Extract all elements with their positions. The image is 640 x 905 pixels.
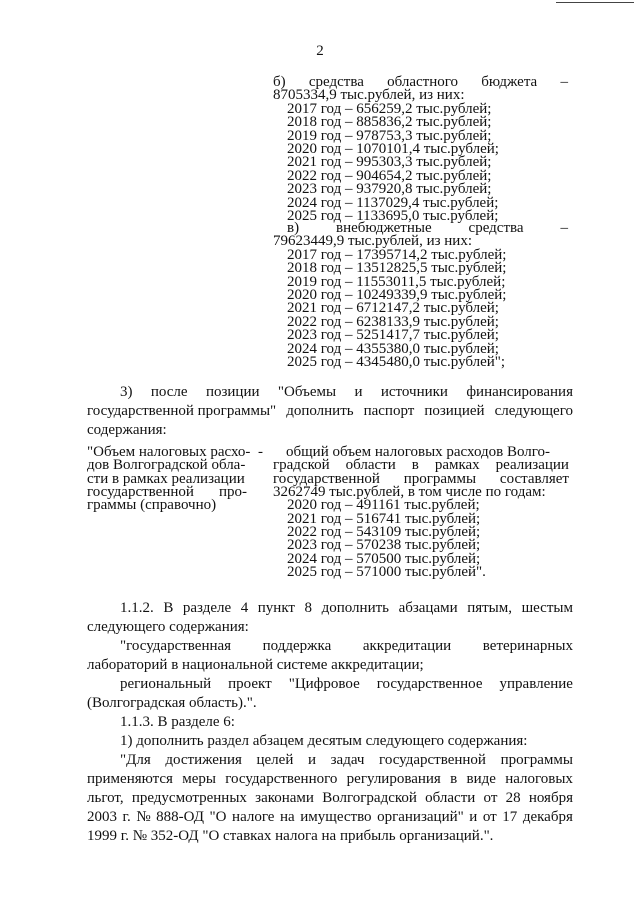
regional-budget-year: 2021 год – 995303,3 тыс.рублей; <box>287 154 492 171</box>
extra-budget-year: 2024 год – 4355380,0 тыс.рублей; <box>287 340 499 357</box>
extra-budget-head: в) внебюджетные средства – <box>287 220 568 236</box>
extra-budget-year: 2017 год – 17395714,2 тыс.рублей; <box>287 246 507 263</box>
regional-budget-year: 2023 год – 937920,8 тыс.рублей; <box>287 181 492 198</box>
regional-budget-year: 2020 год – 1070101,4 тыс.рублей; <box>287 141 499 158</box>
extra-budget-total: 79623449,9 тыс.рублей, из них: <box>273 233 472 250</box>
tax-position-value: общий объем налоговых расходов Волго- градской области в рамках реализации государственной программы составляет 3262749 тыс.рублей, в том числе по годам: 2020 год – 491161 тыс.рублей; 2021 год – 516741 тыс.рублей; 2022 год – 543109 тыс.рублей; 2023 год – 570238 тыс.рублей; 2024 год – 570500 тыс.рублей; 2025 год – 571000 тыс.рублей". <box>273 444 569 581</box>
tax-year: 2025 год – 571000 тыс.рублей". <box>287 564 486 581</box>
top-rule <box>556 2 634 3</box>
extra-budget-block <box>273 222 568 369</box>
regional-budget-head: б) средства областного бюджета – <box>273 74 568 90</box>
regional-budget-year: 2024 год – 1137029,4 тыс.рублей; <box>287 194 499 211</box>
extra-budget-year: 2019 год – 11553011,5 тыс.рублей; <box>287 273 506 290</box>
item3-line: государственной программы" дополнить паспорт позицией следующего <box>87 403 573 419</box>
section-113: 1.1.3. В разделе 6: 1) дополнить раздел абзацем десятым следующего содержания: "Для достижения целей и задач государственной программы применяются меры государственного регулирования в виде налоговых льгот, предусмотренных законами Волгоградской области от 28 ноября 2003 г. № 888-ОД "О налоге на имущество организаций" и от 17 декабря 1999 г. № 352-ОД "О ставках налога на прибыль организаций.". <box>87 714 573 844</box>
regional-budget-total: 8705334,9 тыс.рублей, из них: <box>273 87 465 104</box>
regional-budget-year: 2019 год – 978753,3 тыс.рублей; <box>287 127 492 144</box>
extra-budget-year: 2022 год – 6238133,9 тыс.рублей; <box>287 313 499 330</box>
extra-budget-year: 2018 год – 13512825,5 тыс.рублей; <box>287 260 507 277</box>
section-112: 1.1.2. В разделе 4 пункт 8 дополнить абзацами пятым, шестым следующего содержания: "государственная поддержка аккредитации ветеринарных лабораторий в национальной системе аккредитации; региональный проект "Цифровое государственное управление (Волгоградская область).". <box>87 600 573 711</box>
tax-year: 2020 год – 491161 тыс.рублей; <box>287 497 480 514</box>
extra-budget-year: 2021 год – 6712147,2 тыс.рублей; <box>287 300 499 317</box>
regional-budget-year: 2017 год – 656259,2 тыс.рублей; <box>287 100 492 117</box>
page-number: 2 <box>316 43 324 59</box>
tax-year: 2024 год – 570500 тыс.рублей; <box>287 550 481 567</box>
item3-line: содержания: <box>87 422 167 438</box>
item3-line: 3) после позиции "Объемы и источники финансирования <box>120 384 573 400</box>
tax-position-label: "Объем налоговых расхо- - дов Волгоградской обла- сти в рамках реализации государственной про- граммы (справочно) <box>87 444 263 514</box>
tax-year: 2021 год – 516741 тыс.рублей; <box>287 510 481 527</box>
regional-budget-year: 2025 год – 1133695,0 тыс.рублей; <box>287 208 499 225</box>
regional-budget-block <box>273 76 568 223</box>
regional-budget-year: 2018 год – 885836,2 тыс.рублей; <box>287 114 492 131</box>
extra-budget-year: 2023 год – 5251417,7 тыс.рублей; <box>287 327 499 344</box>
tax-year: 2022 год – 543109 тыс.рублей; <box>287 524 481 541</box>
extra-budget-year: 2025 год – 4345480,0 тыс.рублей"; <box>287 354 506 371</box>
item3-paragraph <box>87 383 573 440</box>
extra-budget-year: 2020 год – 10249339,9 тыс.рублей; <box>287 287 507 304</box>
regional-budget-year: 2022 год – 904654,2 тыс.рублей; <box>287 167 492 184</box>
tax-year: 2023 год – 570238 тыс.рублей; <box>287 537 481 554</box>
